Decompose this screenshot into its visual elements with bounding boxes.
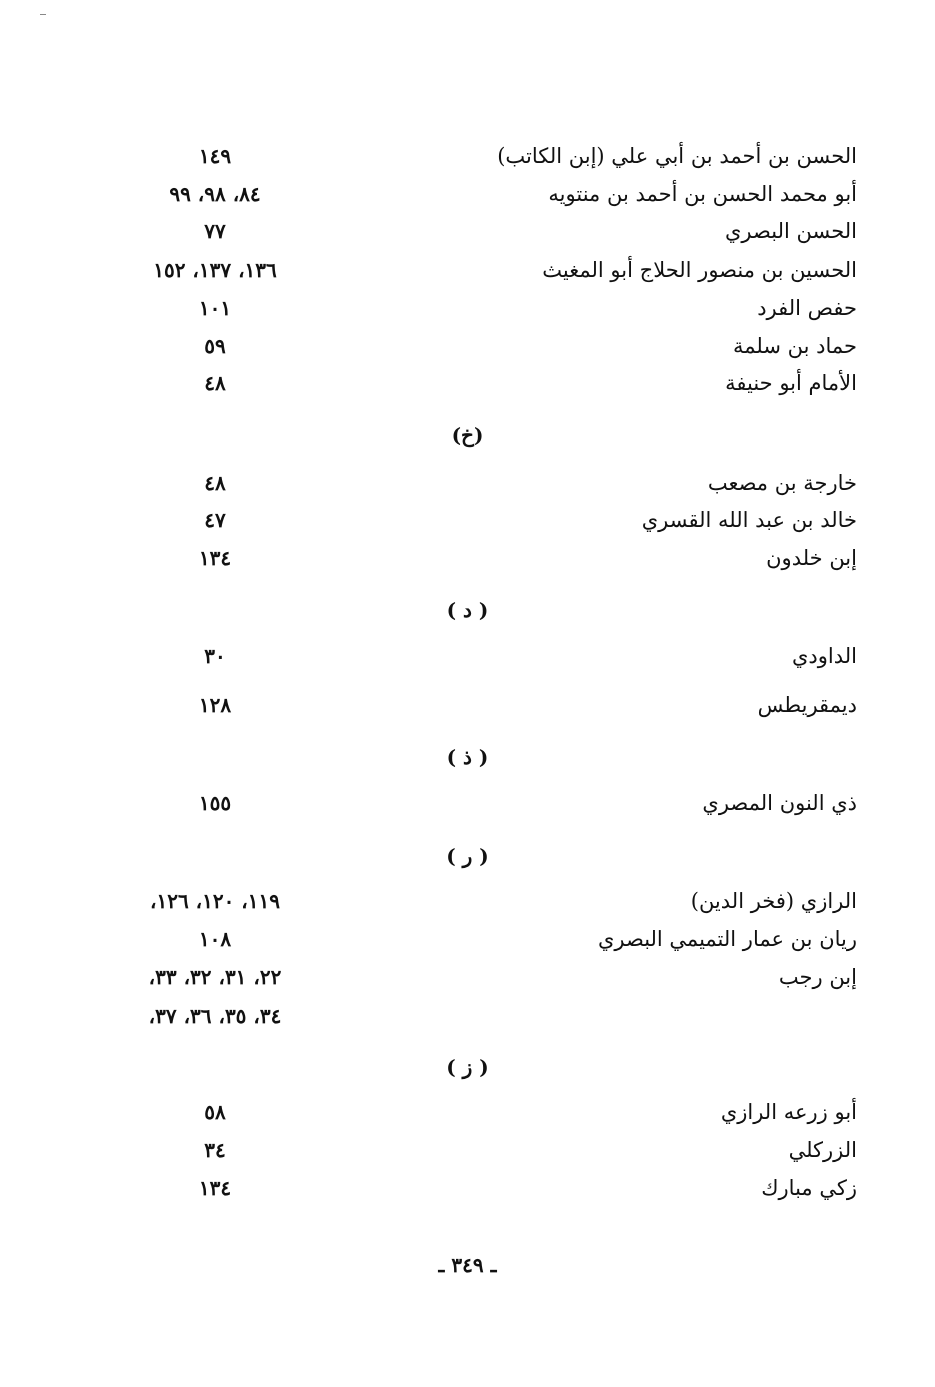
index-entry [0, 1095, 935, 1129]
entry-name: حفص الفرد [757, 296, 857, 320]
index-entry [0, 884, 935, 918]
section-header-kha: (خ) [451, 423, 484, 447]
entry-name: أبو زرعه الرازي [720, 1100, 857, 1124]
entry-pages: ١٣٦، ١٣٧، ١٥٢ [153, 258, 277, 282]
entry-pages: ٤٨ [204, 471, 226, 495]
index-entry [0, 253, 935, 287]
entry-pages: ٥٨ [204, 1100, 226, 1124]
entry-pages: ١٥٥ [198, 791, 232, 815]
entry-pages: ٣٤ [204, 1138, 226, 1162]
entry-name: أبو محمد الحسن بن أحمد بن منتويه [548, 182, 857, 206]
section-header-zay: ( ز ) [446, 1055, 489, 1079]
entry-name: خارجة بن مصعب [707, 471, 857, 495]
index-entry [0, 329, 935, 363]
index-entry [0, 1133, 935, 1167]
entry-pages: ٢٢، ٣١، ٣٢، ٣٣، [148, 965, 282, 989]
index-entry [0, 639, 935, 673]
entry-pages: ١٠١ [198, 296, 232, 320]
index-entry [0, 541, 935, 575]
entry-name: ريان بن عمار التميمي البصري [597, 927, 857, 951]
index-entry [0, 366, 935, 400]
entry-name: حماد بن سلمة [732, 334, 857, 358]
entry-pages: ٤٧ [204, 508, 226, 532]
page-number: ـ ٣٤٩ ـ [438, 1253, 497, 1277]
entry-pages: ١٤٩ [198, 144, 232, 168]
entry-name: إبن خلدون [766, 546, 857, 570]
entry-name: خالد بن عبد الله القسري [641, 508, 857, 532]
entry-pages: ١٣٤ [198, 1176, 232, 1200]
index-entry [0, 960, 935, 994]
index-entry [0, 214, 935, 248]
index-entry [0, 177, 935, 211]
section-header-dal: ( د ) [446, 598, 489, 622]
section-header-dhal: ( ذ ) [446, 745, 489, 769]
entry-name: الحسن بن أحمد بن أبي علي (إبن الكاتب) [497, 144, 857, 168]
index-entry [0, 291, 935, 325]
entry-name: ديمقريطس [757, 693, 857, 717]
entry-pages: ١٣٤ [198, 546, 232, 570]
entry-name: الزركلي [788, 1138, 857, 1162]
entry-name: الحسين بن منصور الحلاج أبو المغيث [542, 258, 857, 282]
entry-pages: ٤٨ [204, 371, 226, 395]
index-entry [0, 466, 935, 500]
index-entry [0, 1171, 935, 1205]
entry-pages: ١١٩، ١٢٠، ١٢٦، [149, 889, 280, 913]
index-entry [0, 786, 935, 820]
entry-name: زكي مبارك [761, 1176, 857, 1200]
entry-pages: ٧٧ [204, 219, 226, 243]
index-entry [0, 139, 935, 173]
entry-pages: ٨٤، ٩٨، ٩٩ [169, 182, 261, 206]
entry-name: ذي النون المصري [702, 791, 857, 815]
entry-name: الداودي [791, 644, 857, 668]
entry-name: الرازي (فخر الدين) [690, 889, 857, 913]
index-entry-continuation [0, 999, 935, 1033]
index-entry [0, 688, 935, 722]
scan-mark [40, 14, 46, 15]
entry-pages: ١٠٨ [198, 927, 232, 951]
entry-pages: ٣٠ [204, 644, 226, 668]
entry-pages: ٥٩ [204, 334, 226, 358]
index-entry [0, 922, 935, 956]
index-entry [0, 503, 935, 537]
entry-name: الأمام أبو حنيفة [725, 371, 857, 395]
section-header-ra: ( ر ) [446, 844, 489, 868]
entry-pages: ١٢٨ [198, 693, 232, 717]
entry-name: الحسن البصري [725, 219, 857, 243]
entry-pages: ٣٤، ٣٥، ٣٦، ٣٧، [148, 1004, 282, 1028]
entry-name: إبن رجب [778, 965, 857, 989]
